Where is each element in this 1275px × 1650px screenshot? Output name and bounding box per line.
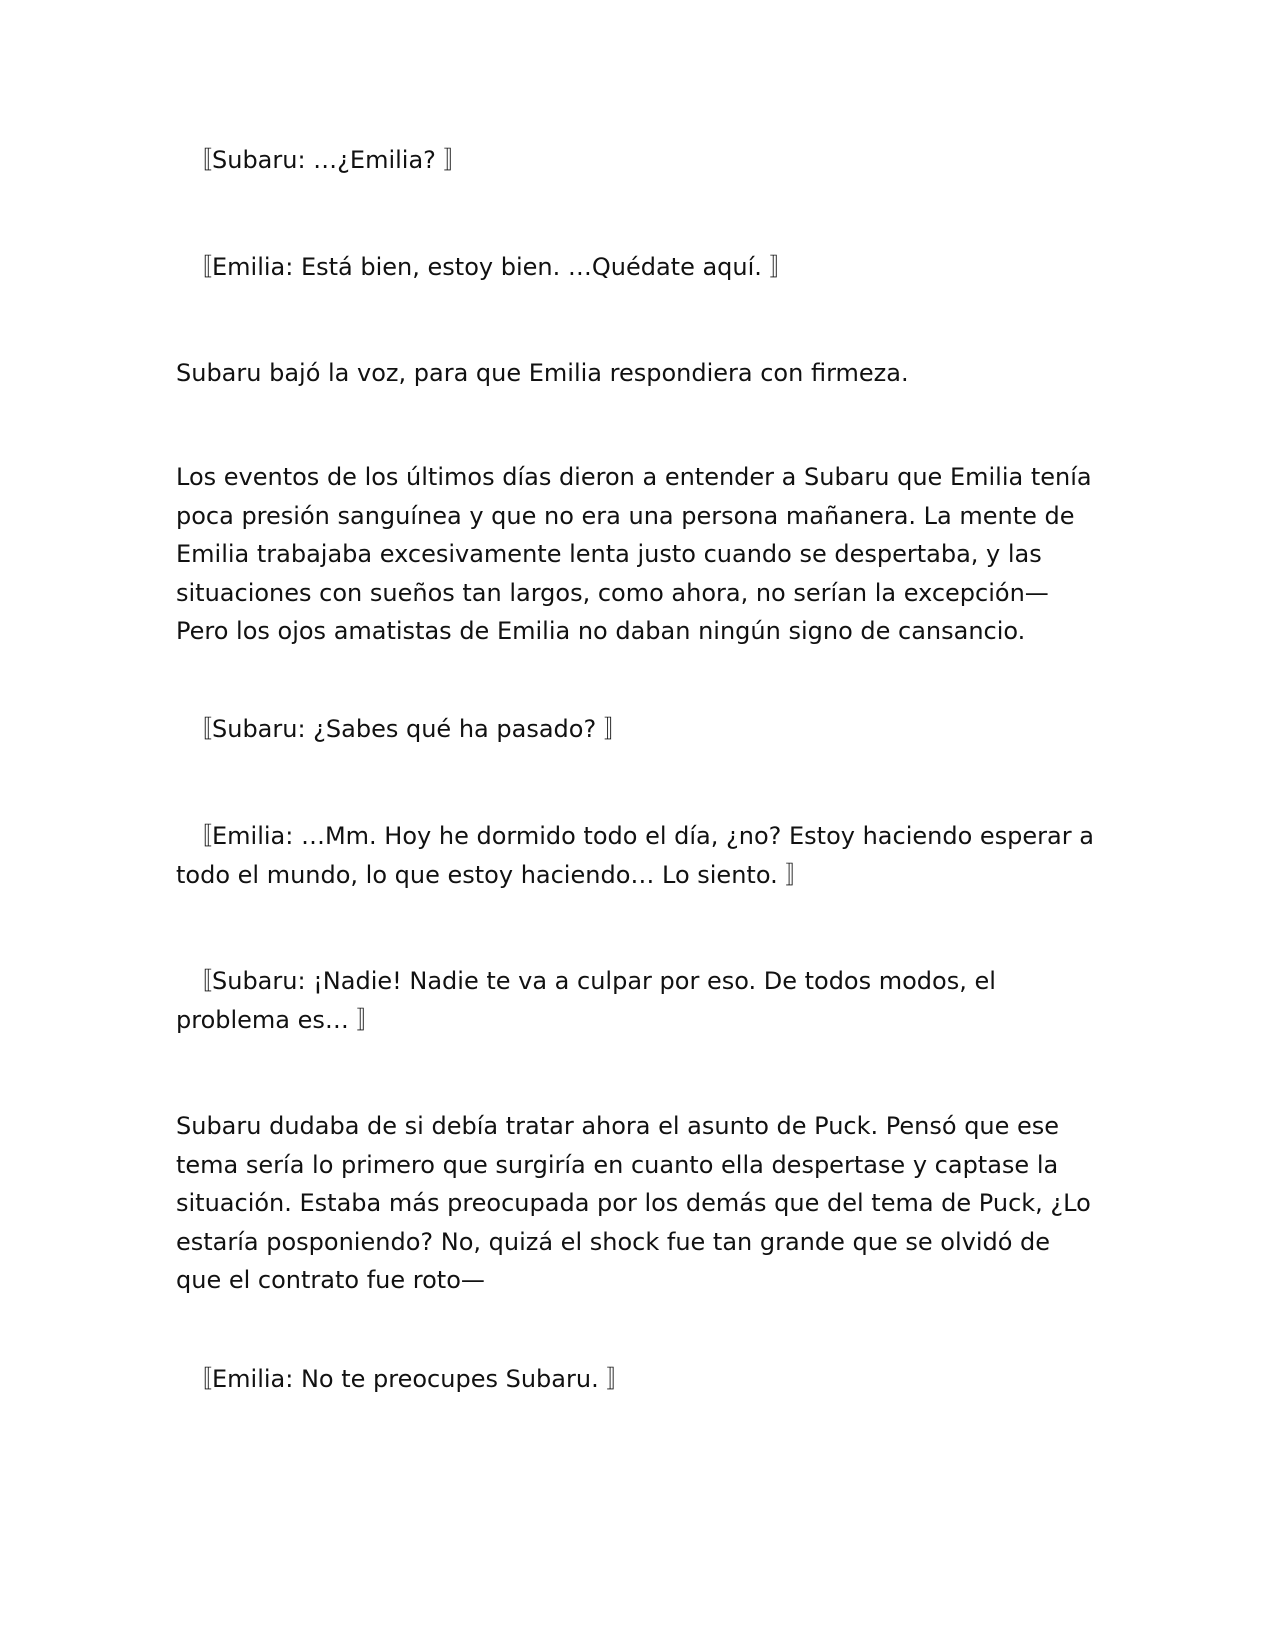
narration-paragraph: Los eventos de los últimos días dieron a entender a Subaru que Emilia tenía poca presión sanguínea y que no era una persona mañanera. La mente de Emilia trabajaba excesivamente lenta justo cuando se despertaba, y las situaciones con sueños tan largos, como ahora, no serían la excepción—Pero los ojos amatistas de Emilia no daban ningún signo de cansancio. — [176, 463, 1092, 645]
narration-paragraph: Subaru bajó la voz, para que Emilia respondiera con firmeza. — [176, 359, 909, 387]
dialogue-line: 〚Emilia: Está bien, estoy bien. …Quédate aquí. 〛 — [176, 253, 794, 281]
dialogue-line: 〚Subaru: ¡Nadie! Nadie te va a culpar por eso. De todos modos, el problema es… 〛 — [176, 967, 996, 1034]
narration-paragraph: Subaru dudaba de si debía tratar ahora el asunto de Puck. Pensó que ese tema sería lo primero que surgiría en cuanto ella despertase y captase la situación. Estaba más preocupada por los demás que del tema de Puck, ¿Lo estaría posponiendo? No, quizá el shock fue tan grande que se olvidó de que el contrato fue roto— — [176, 1112, 1091, 1294]
dialogue-line: 〚Subaru: ¿Sabes qué ha pasado? 〛 — [176, 715, 628, 743]
dialogue-line: 〚Subaru: …¿Emilia? 〛 — [176, 146, 468, 174]
dialogue-line: 〚Emilia: No te preocupes Subaru. 〛 — [176, 1365, 631, 1393]
dialogue-line: 〚Emilia: …Mm. Hoy he dormido todo el día, ¿no? Estoy haciendo esperar a todo el mundo, lo que estoy haciendo… Lo siento. 〛 — [176, 822, 1094, 889]
